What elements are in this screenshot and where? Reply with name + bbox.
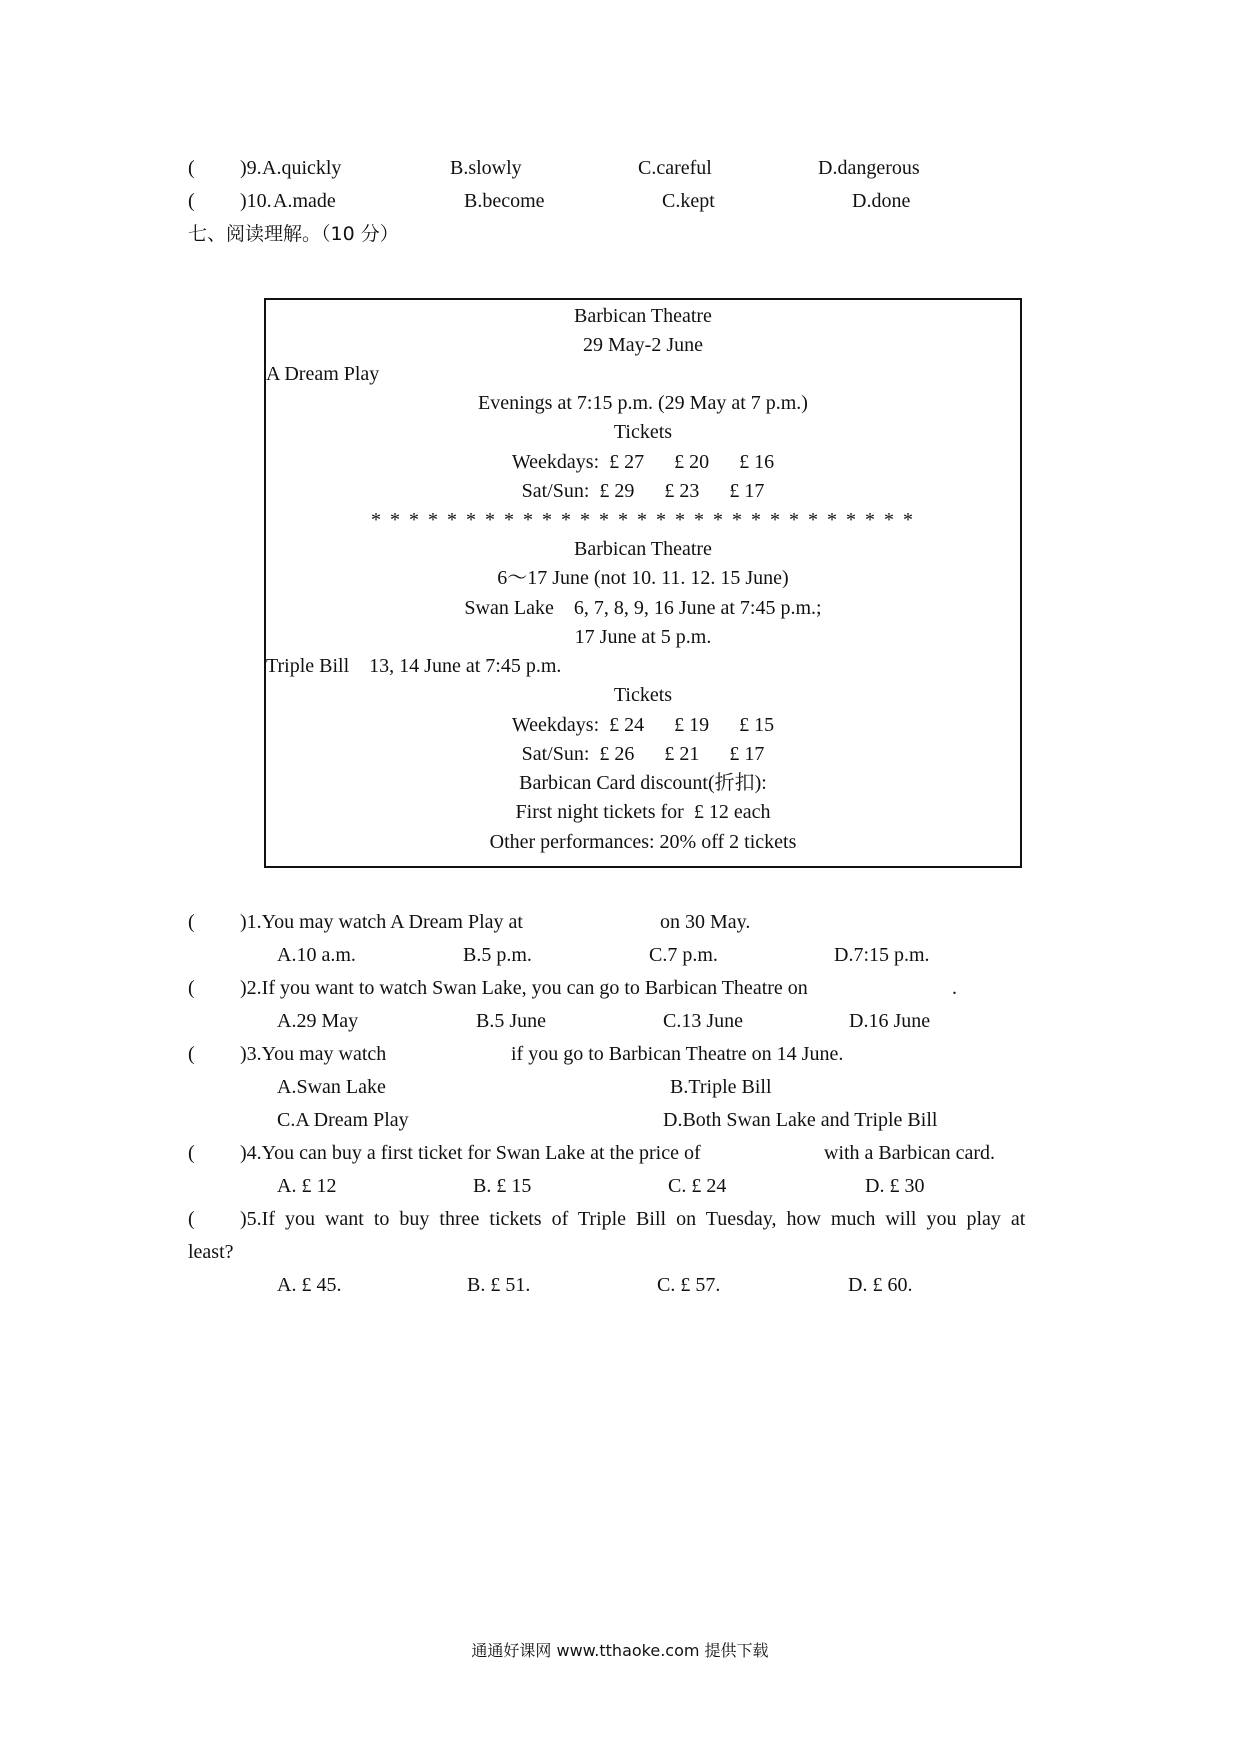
option-c: C. £ 24: [668, 1175, 727, 1197]
option-b: B.5 p.m.: [463, 944, 532, 966]
option-a: A.quickly: [262, 157, 342, 179]
swan-lake-times-extra: 17 June at 5 p.m.: [574, 626, 712, 648]
date-range: 6～17 June (not 10. 11. 12. 15 June): [497, 567, 789, 589]
separator: * * * * * * * * * * * * * * * * * * * * * * * * * * * * *: [371, 509, 915, 531]
option-c: C.A Dream Play: [277, 1109, 409, 1131]
first-night-offer: First night tickets for £ 12 each: [515, 801, 771, 823]
tickets-label: Tickets: [613, 684, 673, 706]
show-times: Evenings at 7:15 p.m. (29 May at 7 p.m.): [478, 392, 808, 414]
weekday-prices: Weekdays: £ 24 £ 19 £ 15: [511, 714, 775, 736]
option-b: B. £ 51.: [467, 1274, 531, 1296]
option-d: D.Both Swan Lake and Triple Bill: [663, 1109, 938, 1131]
option-b: B.5 June: [476, 1010, 546, 1032]
answer-paren: (: [188, 911, 195, 933]
option-d: D. £ 60.: [848, 1274, 913, 1296]
question-stem-end: .: [952, 977, 957, 999]
question-number: )9.: [240, 157, 262, 179]
question-stem: )1.You may watch A Dream Play at: [240, 911, 523, 933]
option-b: B.slowly: [450, 157, 522, 179]
question-stem: )5.If you want to buy three tickets of Triple Bill on Tuesday, how much will you play at: [240, 1208, 1026, 1230]
venue-title: Barbican Theatre: [574, 538, 712, 560]
answer-paren: (: [188, 1043, 195, 1065]
answer-paren: (: [188, 1142, 195, 1164]
weekday-prices: Weekdays: £ 27 £ 20 £ 16: [511, 451, 775, 473]
answer-paren: (: [188, 190, 195, 212]
weekend-prices: Sat/Sun: £ 29 £ 23 £ 17: [521, 480, 765, 502]
option-a: A.Swan Lake: [277, 1076, 386, 1098]
option-d: D.16 June: [849, 1010, 931, 1032]
question-number: )10.: [240, 190, 272, 212]
option-d: D.7:15 p.m.: [834, 944, 930, 966]
discount-heading: Barbican Card discount(折扣):: [519, 772, 767, 794]
answer-paren: (: [188, 157, 195, 179]
other-offer: Other performances: 20% off 2 tickets: [489, 831, 797, 853]
option-b: B.Triple Bill: [670, 1076, 772, 1098]
tickets-label: Tickets: [613, 421, 673, 443]
theatre-notice: [264, 298, 1022, 868]
option-c: C.careful: [638, 157, 712, 179]
show-name: A Dream Play: [266, 363, 380, 385]
option-c: C. £ 57.: [657, 1274, 721, 1296]
option-a: A.29 May: [277, 1010, 359, 1032]
option-c: C.13 June: [663, 1010, 743, 1032]
option-c: C.7 p.m.: [649, 944, 718, 966]
question-stem-end: on 30 May.: [660, 911, 751, 933]
question-stem-end: if you go to Barbican Theatre on 14 June.: [511, 1043, 844, 1065]
question-stem: )4.You can buy a first ticket for Swan Lake at the price of: [240, 1142, 701, 1164]
option-d: D.dangerous: [818, 157, 920, 179]
section-heading: 七、阅读理解。（10 分）: [188, 223, 399, 245]
triple-bill-times: Triple Bill 13, 14 June at 7:45 p.m.: [266, 655, 562, 677]
venue-title: Barbican Theatre: [574, 305, 712, 327]
weekend-prices: Sat/Sun: £ 26 £ 21 £ 17: [521, 743, 765, 765]
option-a: A.made: [273, 190, 336, 212]
question-stem-end: least?: [188, 1241, 234, 1263]
swan-lake-times: Swan Lake 6, 7, 8, 9, 16 June at 7:45 p.m.;: [464, 597, 822, 619]
option-c: C.kept: [662, 190, 715, 212]
option-b: B. £ 15: [473, 1175, 532, 1197]
footer-credit: 通通好课网 www.tthaoke.com 提供下载: [471, 1641, 769, 1660]
question-stem-end: with a Barbican card.: [824, 1142, 996, 1164]
option-a: A. £ 12: [277, 1175, 337, 1197]
question-stem: )3.You may watch: [240, 1043, 387, 1065]
option-b: B.become: [464, 190, 545, 212]
answer-paren: (: [188, 977, 195, 999]
question-stem: )2.If you want to watch Swan Lake, you can go to Barbican Theatre on: [240, 977, 808, 999]
date-range: 29 May-2 June: [583, 334, 703, 356]
option-a: A. £ 45.: [277, 1274, 342, 1296]
option-d: D. £ 30: [865, 1175, 925, 1197]
option-a: A.10 a.m.: [277, 944, 356, 966]
answer-paren: (: [188, 1208, 195, 1230]
option-d: D.done: [852, 190, 911, 212]
